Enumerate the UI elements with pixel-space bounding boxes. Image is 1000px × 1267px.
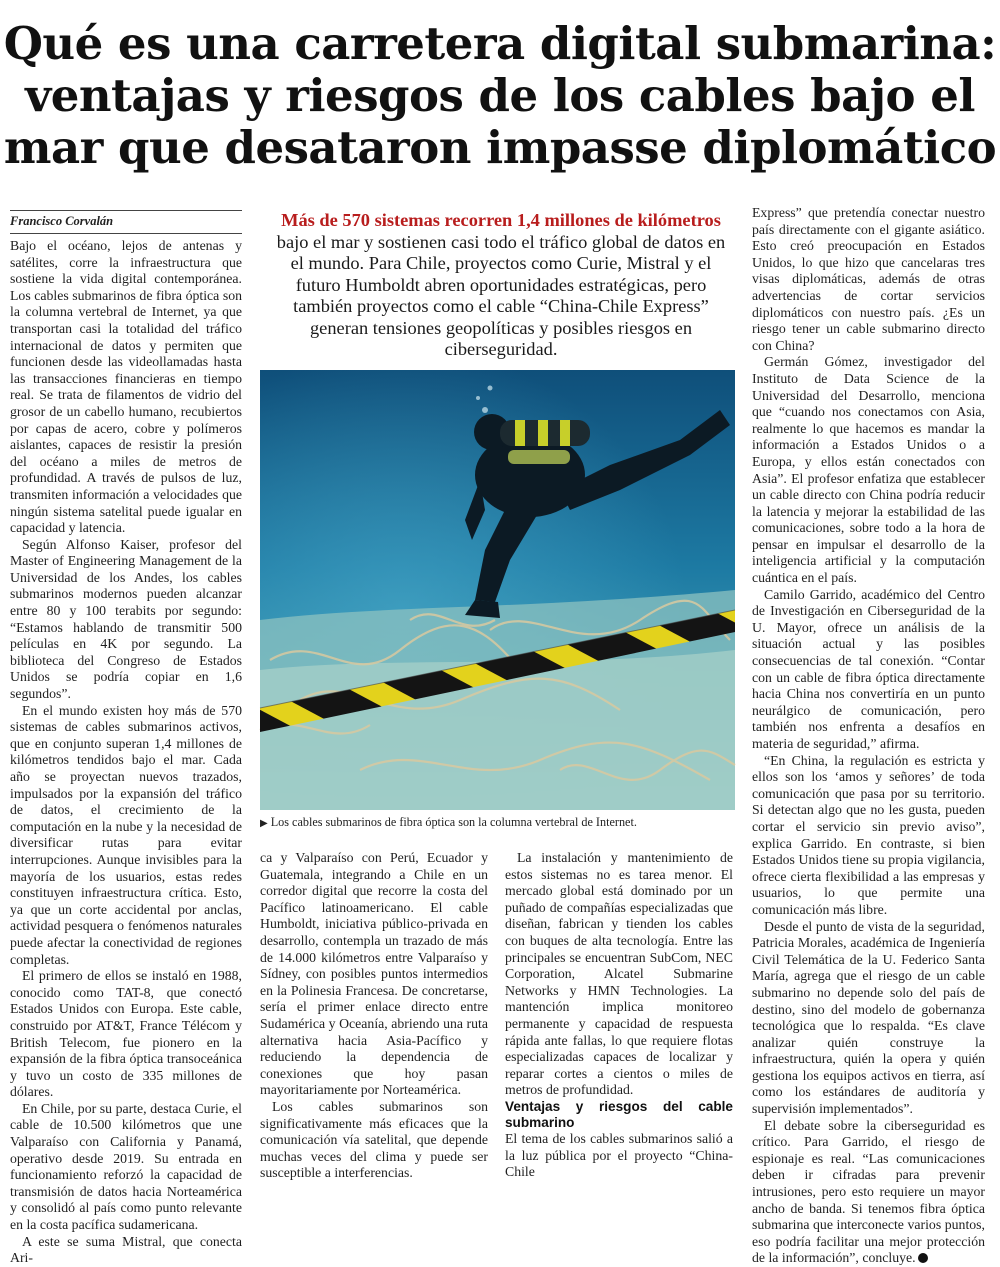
article-photo-diver-cable bbox=[260, 370, 735, 810]
end-mark-icon bbox=[918, 1253, 928, 1263]
caption-text: Los cables submarinos de fibra óptica son la columna vertebral de Internet. bbox=[270, 815, 637, 829]
lead-highlight: Más de 570 sistemas recorren 1,4 millones de kilómetros bbox=[281, 210, 721, 230]
article-column-4 bbox=[752, 205, 985, 1266]
section-subheading: Ventajas y riesgos del cable submarino bbox=[505, 1098, 733, 1130]
article-column-2 bbox=[260, 850, 488, 1181]
paragraph: Express” que pretendía conectar nuestro país directamente con el gigante asiático. Esto creó preocupación en Estados Unidos, lo que hizo que cancelaras tres visas diplomáticas, además de otras advertencias de cortar servicios diplomáticos con nuestro país. ¿Es un riesgo tener un cable submarino directo con China? bbox=[752, 205, 985, 353]
caption-triangle-icon: ▶ bbox=[260, 818, 268, 829]
paragraph: El primero de ellos se instaló en 1988, conocido como TAT-8, que conectó Estados Unidos con Europa. Este cable, construido por AT&T, France Télécom y British Telecom, fue pionero en la expansión de la fibra óptica transoceánica y tuvo un costo de 335 millones de dólares. bbox=[10, 968, 242, 1100]
article-column-3 bbox=[505, 850, 733, 1180]
paragraph: Según Alfonso Kaiser, profesor del Master of Engineering Management de la Universidad de los Andes, los cables submarinos modernos pueden alcanzar entre 80 y 100 terabits por segundo: “Estamos hablando de transmitir 500 películas en 4K por segundo. La biblioteca del Congreso de Estados Unidos se podría copiar en 1,6 segundos”. bbox=[10, 536, 242, 702]
paragraph: Los cables submarinos son significativamente más eficaces que la comunicación vía satelital, que depende muchas veces del clima y puede ser susceptible a interferencias. bbox=[260, 1098, 488, 1181]
paragraph: La instalación y mantenimiento de estos sistemas no es tarea menor. El mercado global está dominado por un puñado de compañías especializadas que diseñan, fabrican y tienden los cables con buques de alta tecnología. Entre las principales se encuentran SubCom, NEC Corporation, Alcatel Submarine Networks y HMN Technologies. La mantención implica monitoreo permanente y capacidad de respuesta rápida ante fallas, lo que requiere flotas especializadas capaces de localizar y reparar cortes a cientos o miles de metros de profundidad. bbox=[505, 850, 733, 1098]
headline-line: ventajas y riesgos de los cables bajo el bbox=[25, 69, 975, 122]
paragraph: Desde el punto de vista de la seguridad, Patricia Morales, académica de Ingeniería Civil Telemática de la U. Federico Santa María, agrega que el riesgo de un cable submarino no depende solo del país de destino, sino del modelo de gobernanza tecnológica que lo respalda. “Es clave analizar quién construye la infraestructura, quién la opera y quién gestiona los equipos activos en tierra, así como los estándares de auditoría y supervisión implementados”. bbox=[752, 918, 985, 1117]
closing-paragraph-text: El debate sobre la ciberseguridad es crítico. Para Garrido, el riesgo de espionaje es real. “Las comunicaciones deben ir cifradas para prevenir intrusiones, pero esto requiere un mayor ancho de banda. Si tenemos fibra óptica submarina que interconecte varios puntos, eso podría facilitar una mejor protección de la información”, concluye. bbox=[752, 1117, 985, 1266]
paragraph: A este se suma Mistral, que conecta Ari- bbox=[10, 1233, 242, 1266]
article-column-1 bbox=[10, 238, 242, 1266]
article-headline bbox=[0, 18, 1000, 174]
paragraph: Germán Gómez, investigador del Instituto de Data Science de la Universidad del Desarrollo, menciona que “cuando nos conectamos con Asia, realmente lo que hacemos es mandar la información a Estados Unidos o a Europa, y ellos están conectados con Asia”. El profesor enfatiza que establecer un cable directo con China podría reducir la latencia y mejorar la estabilidad de las comunicaciones, sobre todo a la hora de pensar en impulsar el desarrollo de la inteligencia artificial y la computación cuántica en el país. bbox=[752, 354, 985, 586]
paragraph: ca y Valparaíso con Perú, Ecuador y Guatemala, integrando a Chile en un corredor digital que recorre la costa del Pacífico latinoamericano. El cable Humboldt, iniciativa público-privada en desarrollo, contempla un trazado de más de 14.000 kilómetros entre Valparaíso y Sídney, con posibles puntos intermedios en la Polinesia Francesa. De concretarse, sería el primer enlace directo entre Sudamérica y Oceanía, abriendo una ruta alternativa hacia Asia-Pacífico y reduciendo la dependencia de conexiones que hoy pasan mayoritariamente por Norteamérica. bbox=[260, 850, 488, 1098]
headline-line: mar que desataron impasse diplomático bbox=[3, 121, 997, 174]
paragraph: En el mundo existen hoy más de 570 sistemas de cables submarinos activos, que en conjunto superan 1,4 millones de kilómetros tendidos bajo el mar. Cada año se proyectan nuevos trazados, impulsados por la expansión del tráfico de datos, el crecimiento de la computación en la nube y la necesidad de diversificar rutas para evitar interrupciones. Aunque invisibles para la mayoría de los usuarios, estas redes constituyen infraestructura crítica. Esto, ya que un corte accidental por anclas, actividad pesquera o fenómenos naturales puede afectar la conectividad de regiones completas. bbox=[10, 702, 242, 967]
paragraph: Camilo Garrido, académico del Centro de Investigación en Ciberseguridad de la U. Mayor, ofrece un análisis de la situación actual y las posibles consecuencias de tal conexión. “Contar con un cable de fibra óptica directamente hacia China nos convertiría en un punto neurálgico de comunicación, pero también nos enfrenta a desafíos en materia de seguridad,” afirma. bbox=[752, 586, 985, 751]
paragraph: “En China, la regulación es estricta y ellos son los ‘amos y señores’ de toda comunicación que pasa por su territorio. Si detectan algo que no les gusta, pueden cortar el servicio sin previo aviso”, explica Garrido. En contraste, si bien Estados Unidos tiene su propia vigilancia, ofrece cierta flexibilidad a las empresas y usuarios, lo que permite una comunicación más libre. bbox=[752, 752, 985, 917]
byline: Francisco Corvalán bbox=[10, 210, 242, 234]
photo-caption bbox=[260, 815, 740, 830]
lead-paragraph bbox=[268, 210, 734, 361]
paragraph bbox=[752, 1118, 985, 1267]
paragraph: En Chile, por su parte, destaca Curie, el cable de 10.500 kilómetros que une Valparaíso con California y Panamá, operativo desde 2019. Su entrada en funcionamiento reforzó la capacidad de transmisión de datos hacia Norteamérica y consolidó al país como punto relevante en la costa pacífica sudamericana. bbox=[10, 1100, 242, 1233]
lead-text: bajo el mar y sostienen casi todo el tráfico global de datos en el mundo. Para Chile, proyectos como Curie, Mistral y el futuro Humboldt abren oportunidades estratégicas, pero también proyectos como el cable “China-Chile Express” generan tensiones geopolíticas y posibles riesgos en ciberseguridad. bbox=[276, 231, 726, 359]
paragraph: Bajo el océano, lejos de antenas y satélites, corre la infraestructura que sostiene la vida digital contemporánea. Los cables submarinos de fibra óptica son la columna vertebral de Internet, ya que transportan casi la totalidad del tráfico internacional de datos y permiten que funcionen desde las videollamadas hasta las transacciones financieras en tiempo real. Se trata de filamentos de vidrio del grosor de un cabello humano, recubiertos por capas de acero, cobre y polímeros aislantes, capaces de resistir la presión del océano a miles de metros de profundidad. A través de pulsos de luz, transmiten información a velocidades que ningún sistema satelital puede igualar en capacidad y latencia. bbox=[10, 238, 242, 536]
headline-line: Qué es una carretera digital submarina: bbox=[3, 17, 997, 70]
paragraph: El tema de los cables submarinos salió a la luz pública por el proyecto “China-Chile bbox=[505, 1130, 733, 1180]
